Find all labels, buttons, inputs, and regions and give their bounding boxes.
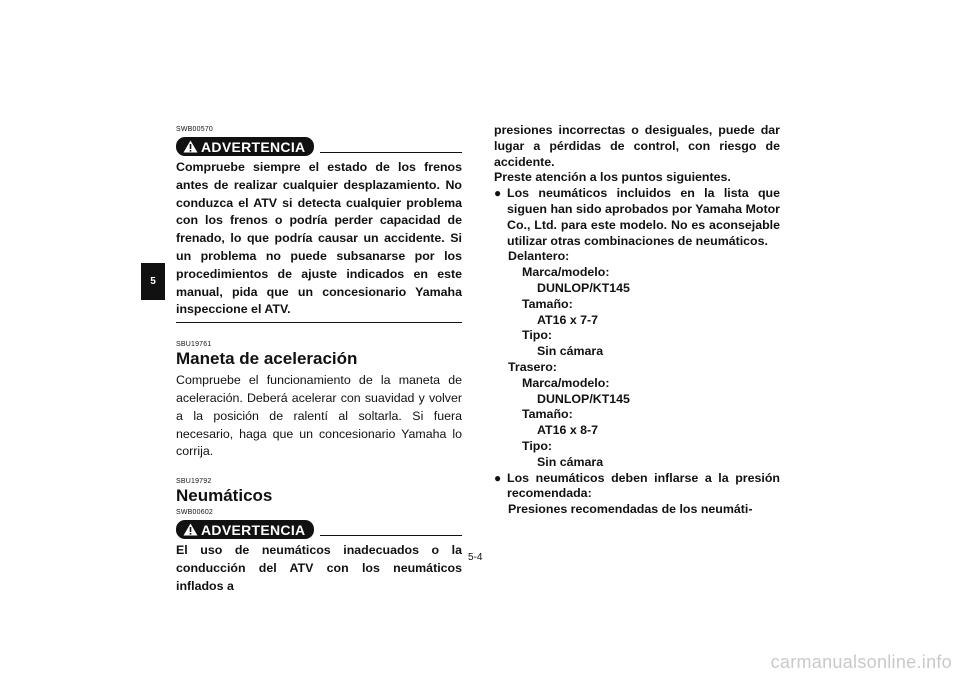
rear-label: Trasero: xyxy=(508,359,557,374)
section-heading-throttle: Maneta de aceleración xyxy=(176,349,358,369)
bullet-dot-icon: ● xyxy=(494,470,502,485)
warning-end-rule xyxy=(176,322,462,323)
left-column xyxy=(176,126,462,596)
list-item xyxy=(494,471,780,503)
intro-line: Preste atención a los puntos siguientes. xyxy=(494,170,731,185)
warning-continuation: presiones incorrectas o desiguales, puede dar lugar a pérdidas de control, con riesgo de accidente. xyxy=(494,123,780,169)
warning-divider xyxy=(320,141,462,153)
rear-type-value: Sin cámara xyxy=(537,454,604,469)
rear-type-label: Tipo: xyxy=(522,438,553,453)
front-type-label: Tipo: xyxy=(522,328,553,343)
warning-text: Compruebe siempre el estado de los frenos antes de realizar cualquier desplazamiento. No conduzca el ATV si detecta cualquier problema con los frenos o podría perder capacidad de frenado, lo que podría causar un accidente. Si un problema no puede subsanarse por los procedimientos de ajuste indicados en este manual, pida que un concesionario Yamaha inspeccione el ATV. xyxy=(176,160,462,317)
bullet-dot-icon: ● xyxy=(494,186,502,201)
front-size-label: Tamaño: xyxy=(522,296,573,311)
warning-divider xyxy=(320,524,462,536)
page-number: 5-4 xyxy=(468,552,483,563)
warning-header xyxy=(176,137,462,156)
section-tab-number: 5 xyxy=(150,276,156,287)
front-make-value: DUNLOP/KT145 xyxy=(537,280,630,295)
front-type-value: Sin cámara xyxy=(537,344,604,359)
reference-code: SWB00570 xyxy=(176,126,214,133)
warning-triangle-icon xyxy=(183,523,198,536)
warning-text: El uso de neumáticos inadecuados o la conducción del ATV con los neumáticos inflados a xyxy=(176,543,462,593)
list-item xyxy=(494,186,780,249)
reference-code: SBU19761 xyxy=(176,341,212,349)
warning-triangle-icon xyxy=(183,140,198,153)
warning-badge xyxy=(176,520,314,539)
rear-make-label: Marca/modelo: xyxy=(522,375,610,390)
section-heading-tires: Neumáticos xyxy=(176,486,273,506)
list-item-text: Los neumáticos incluidos en la lista que siguen han sido aprobados por Yamaha Motor Co., Ltd. para este modelo. No es aconsejable utilizar otras combinaciones de neumáticos. xyxy=(507,186,780,248)
throttle-paragraph: Compruebe el funcionamiento de la maneta de aceleración. Deberá acelerar con suavidad y volver a la posición de ralentí al soltarla. Si fuera necesario, haga que un concesionario Yamaha lo corrija. xyxy=(176,373,462,459)
rear-make-value: DUNLOP/KT145 xyxy=(537,391,630,406)
warning-header xyxy=(176,520,462,539)
list-item-text: Los neumáticos deben inflarse a la presión recomendada: xyxy=(507,470,780,501)
warning-label: ADVERTENCIA xyxy=(201,138,306,155)
pressures-label: Presiones recomendadas de los neumáti- xyxy=(508,502,753,517)
front-size-value: AT16 x 7-7 xyxy=(537,312,599,327)
watermark: carmanualsonline.info xyxy=(770,652,952,672)
front-make-label: Marca/modelo: xyxy=(522,265,610,280)
rear-size-value: AT16 x 8-7 xyxy=(537,423,599,438)
reference-code: SWB00602 xyxy=(176,509,214,517)
right-column xyxy=(494,123,780,518)
section-tab xyxy=(141,263,165,300)
warning-badge xyxy=(176,137,314,156)
rear-size-label: Tamaño: xyxy=(522,407,573,422)
warning-label: ADVERTENCIA xyxy=(201,521,306,538)
reference-code: SBU19792 xyxy=(176,478,212,486)
front-label: Delantero: xyxy=(508,249,570,264)
